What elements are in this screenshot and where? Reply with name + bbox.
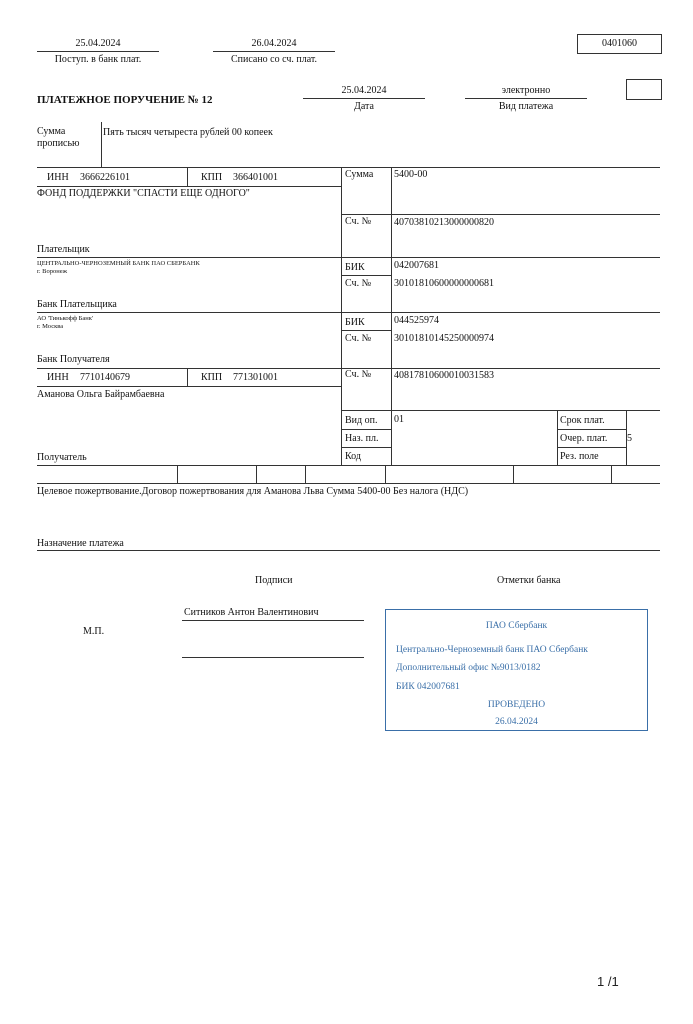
page-title: ПЛАТЕЖНОЕ ПОРУЧЕНИЕ № 12 (37, 94, 213, 106)
grid-v-391 (391, 167, 392, 465)
line-naz-pl (341, 447, 391, 448)
payee-kpp-label: КПП (201, 372, 223, 383)
srok-label: Срок плат. (560, 415, 605, 426)
signature-line-1 (182, 620, 364, 621)
line-payer-bottom (37, 257, 660, 258)
stamp-bik: БИК 042007681 (396, 682, 460, 692)
line-payer-bank-bottom (37, 312, 660, 313)
line-ocher (557, 447, 626, 448)
line-bik-payee (341, 330, 391, 331)
payer-bank-city: г. Воронеж (37, 268, 68, 275)
payee-inn: 7710140679 (80, 372, 130, 383)
grid-v-kpp-payee (187, 368, 188, 386)
payer-inn: 3666226101 (80, 172, 130, 183)
payee-bank-label: Банк Получателя (37, 354, 110, 365)
payment-type-label: Вид платежа (498, 101, 554, 112)
payer-bank-bik: 042007681 (394, 260, 439, 271)
stamp-status: ПРОВЕДЕНО (487, 700, 546, 710)
line-payee-account-bottom (341, 410, 660, 411)
payer-bank-name: ЦЕНТРАЛЬНО-ЧЕРНОЗЕМНЫЙ БАНК ПАО СБЕРБАНК (37, 260, 200, 267)
stamp-date: 26.04.2024 (495, 717, 538, 727)
status-box (626, 79, 662, 100)
payee-bank-account-label: Сч. № (345, 333, 372, 344)
vid-op-value: 01 (394, 414, 404, 425)
ocher-value: 5 (627, 433, 632, 444)
line-amount-bottom (37, 167, 660, 168)
payer-label: Плательщик (37, 244, 90, 255)
ocher-label: Очер. плат. (560, 433, 608, 444)
order-date-label: Дата (354, 101, 374, 112)
order-date-line (303, 98, 425, 99)
tax-v-2 (256, 465, 257, 483)
payee-bank-bik: 044525974 (394, 315, 439, 326)
received-date-label: Поступ. в банк плат. (54, 54, 142, 65)
line-payee-bottom (37, 465, 660, 466)
line-payee-inn (37, 386, 341, 387)
payer-account: 40703810213000000820 (394, 217, 494, 228)
stamp-office: Дополнительный офис №9013/0182 (396, 663, 541, 673)
payee-kpp: 771301001 (233, 372, 278, 383)
grid-v-557 (557, 410, 558, 465)
debited-date-line (213, 51, 335, 52)
kod-label: Код (345, 451, 361, 462)
naz-pl-label: Наз. пл. (345, 433, 379, 444)
signatures-label: Подписи (255, 575, 293, 586)
payee-bank-bik-label: БИК (345, 317, 365, 328)
amount-words-label-2: прописью (37, 138, 80, 149)
payee-bank-city: г. Москва (37, 323, 64, 330)
page-indicator: 1 /1 (597, 974, 619, 989)
payer-kpp-label: КПП (201, 172, 223, 183)
grid-v-341 (341, 167, 342, 465)
grid-v-kpp-payer (187, 167, 188, 186)
payer-bank-account-label: Сч. № (345, 278, 372, 289)
bank-stamp (385, 609, 648, 731)
tax-v-4 (385, 465, 386, 483)
payee-name: Аманова Ольга Байрамбаевна (37, 389, 165, 400)
line-vid-op (341, 429, 391, 430)
tax-v-5 (513, 465, 514, 483)
signer-name: Ситников Антон Валентинович (184, 607, 319, 618)
line-bik-payer (341, 275, 391, 276)
payee-account-label: Сч. № (345, 369, 372, 380)
sum-value: 5400-00 (394, 169, 428, 180)
payer-bank-label: Банк Плательщика (37, 299, 117, 310)
stamp-bank: ПАО Сбербанк (485, 621, 548, 631)
payee-label: Получатель (37, 452, 87, 463)
payee-inn-label: ИНН (47, 372, 69, 383)
line-tax-bottom (37, 483, 660, 484)
signature-line-2 (182, 657, 364, 658)
purpose-text: Целевое пожертвование.Договор пожертвования для Аманова Льва Сумма 5400-00 Без налога (НДС) (37, 486, 469, 497)
payer-inn-label: ИНН (47, 172, 69, 183)
payer-account-label: Сч. № (345, 216, 372, 227)
sum-label: Сумма (345, 169, 374, 180)
bank-marks-label: Отметки банка (497, 575, 561, 586)
purpose-label: Назначение платежа (37, 538, 124, 549)
tax-v-3 (305, 465, 306, 483)
tax-v-6 (611, 465, 612, 483)
payee-account: 40817810600010031583 (394, 370, 494, 381)
tax-v-1 (177, 465, 178, 483)
mp-label: М.П. (83, 626, 105, 637)
payment-type: электронно (501, 85, 551, 96)
payer-kpp: 366401001 (233, 172, 278, 183)
form-code: 0401060 (602, 38, 637, 49)
payee-bank-account: 30101810145250000974 (394, 333, 494, 344)
amount-words-label-1: Сумма (37, 126, 66, 137)
stamp-division: Центрально-Черноземный банк ПАО Сбербанк (396, 645, 588, 655)
vid-op-label: Вид оп. (345, 415, 378, 426)
payment-type-line (465, 98, 587, 99)
line-payer-inn (37, 186, 341, 187)
payee-bank-name: АО 'Тинькофф Банк' (37, 315, 94, 322)
received-date-line (37, 51, 159, 52)
received-date: 25.04.2024 (75, 38, 121, 49)
amount-words-divider (101, 122, 102, 167)
payer-bank-bik-label: БИК (345, 262, 365, 273)
line-sum-bottom (341, 214, 660, 215)
rez-label: Рез. поле (560, 451, 599, 462)
debited-date-label: Списано со сч. плат. (230, 54, 318, 65)
line-purpose-bottom (37, 550, 660, 551)
debited-date: 26.04.2024 (251, 38, 297, 49)
amount-words-value: Пять тысяч четыреста рублей 00 копеек (103, 127, 273, 138)
payer-bank-account: 30101810600000000681 (394, 278, 494, 289)
payer-name: ФОНД ПОДДЕРЖКИ "СПАСТИ ЕЩЕ ОДНОГО" (37, 188, 250, 199)
line-srok (557, 429, 626, 430)
order-date: 25.04.2024 (341, 85, 387, 96)
